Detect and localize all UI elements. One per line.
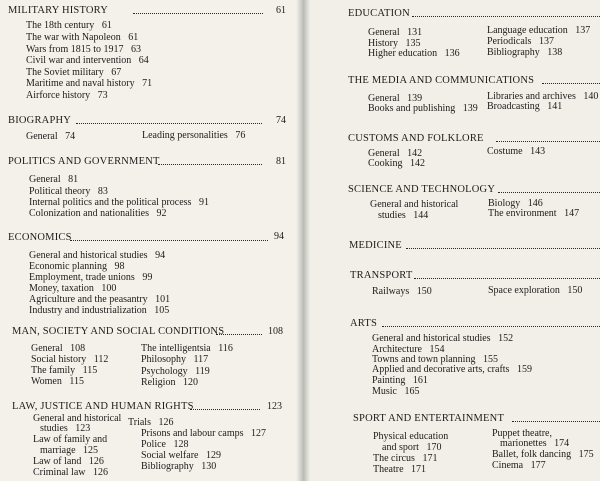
entry: Painting 161 xyxy=(372,375,428,386)
entry: Wars from 1815 to 1917 63 xyxy=(26,44,142,55)
entry: Ballet, folk dancing 175 xyxy=(492,449,594,460)
entry: Political theory 83 xyxy=(29,186,108,197)
section-heading: CUSTOMS AND FOLKLORE xyxy=(348,133,484,144)
leader-dots xyxy=(406,247,600,249)
entry: General 131 xyxy=(368,27,423,38)
section-page: 74 xyxy=(276,115,286,126)
entry: Industry and industrialization 105 xyxy=(29,305,170,316)
entry: Maritime and naval history 71 xyxy=(26,78,153,89)
leader-dots xyxy=(412,15,600,17)
entry: General 108 xyxy=(31,343,86,354)
entry: General and historical xyxy=(33,413,122,424)
section-heading: EDUCATION xyxy=(348,8,410,19)
entry: Cooking 142 xyxy=(368,158,425,169)
entry: Civil war and intervention 64 xyxy=(26,55,149,66)
section-page: 61 xyxy=(276,5,286,16)
section-heading: MAN, SOCIETY AND SOCIAL CONDITIONS xyxy=(12,326,225,337)
entry: studies 123 xyxy=(40,423,91,434)
section-heading: SCIENCE AND TECHNOLOGY xyxy=(348,184,496,195)
entry: Airforce history 73 xyxy=(26,90,108,101)
entry: Libraries and archives 140 xyxy=(487,91,599,102)
entry: Puppet theatre, xyxy=(492,428,552,439)
entry: Higher education 136 xyxy=(368,48,460,59)
entry: General 81 xyxy=(29,174,79,185)
entry: The circus 171 xyxy=(373,453,438,464)
section-page: 81 xyxy=(276,156,286,167)
entry: Religion 120 xyxy=(141,377,198,388)
entry: Books and publishing 139 xyxy=(368,103,478,114)
leader-dots xyxy=(216,333,262,335)
leader-dots xyxy=(158,163,262,165)
leader-dots xyxy=(190,408,260,410)
section-page: 108 xyxy=(268,326,283,337)
entry: Language education 137 xyxy=(487,25,591,36)
entry: General and historical xyxy=(370,199,459,210)
section-heading: POLITICS AND GOVERNMENT xyxy=(8,156,160,167)
entry: marriage 125 xyxy=(40,445,99,456)
entry: Architecture 154 xyxy=(372,344,445,355)
entry: Music 165 xyxy=(372,386,420,397)
entry: Railways 150 xyxy=(372,286,432,297)
entry: and sport 170 xyxy=(382,442,442,453)
entry: Cinema 177 xyxy=(492,460,546,471)
section-page: 123 xyxy=(267,401,282,412)
leader-dots xyxy=(414,277,600,279)
section-heading: TRANSPORT xyxy=(350,270,413,281)
section-heading: THE MEDIA AND COMMUNICATIONS xyxy=(348,75,535,86)
entry: Police 128 xyxy=(141,439,189,450)
section-heading: ECONOMICS xyxy=(8,232,72,243)
section-page: 94 xyxy=(274,231,284,242)
entry: The 18th century 61 xyxy=(26,20,112,31)
leader-dots xyxy=(542,82,600,84)
entry: Philosophy 117 xyxy=(141,354,209,365)
entry: Agriculture and the peasantry 101 xyxy=(29,294,171,305)
entry: Internal politics and the political process 91 xyxy=(29,197,209,208)
entry: Colonization and nationalities 92 xyxy=(29,208,167,219)
entry: Social history 112 xyxy=(31,354,109,365)
entry: marionettes 174 xyxy=(500,438,570,449)
leader-dots xyxy=(512,420,600,422)
entry: Bibliography 130 xyxy=(141,461,217,472)
section-heading: SPORT AND ENTERTAINMENT xyxy=(353,413,505,424)
entry: The intelligentsia 116 xyxy=(141,343,233,354)
leader-dots xyxy=(498,191,600,193)
entry: General 142 xyxy=(368,148,423,159)
leader-dots xyxy=(76,122,262,124)
entry: Costume 143 xyxy=(487,146,546,157)
entry: General and historical studies 94 xyxy=(29,250,166,261)
entry: Broadcasting 141 xyxy=(487,101,563,112)
entry: Women 115 xyxy=(31,376,84,387)
entry: Economic planning 98 xyxy=(29,261,125,272)
entry: Periodicals 137 xyxy=(487,36,554,47)
section-heading: LAW, JUSTICE AND HUMAN RIGHTS xyxy=(12,401,194,412)
entry: Biology 146 xyxy=(488,198,543,209)
leader-dots xyxy=(70,239,268,241)
leader-dots xyxy=(133,12,263,14)
entry: The environment 147 xyxy=(488,208,580,219)
book-gutter xyxy=(296,0,310,481)
entry: Criminal law 126 xyxy=(33,467,108,478)
entry: History 135 xyxy=(368,38,421,49)
entry: Money, taxation 100 xyxy=(29,283,117,294)
entry: Law of family and xyxy=(33,434,108,445)
entry: Physical education xyxy=(373,431,449,442)
section-heading: MILITARY HISTORY xyxy=(8,5,109,16)
entry: Bibliography 138 xyxy=(487,47,563,58)
entry: General and historical studies 152 xyxy=(372,333,514,344)
entry: Employment, trade unions 99 xyxy=(29,272,153,283)
entry: Theatre 171 xyxy=(373,464,427,475)
entry: General 139 xyxy=(368,93,423,104)
entry: Applied and decorative arts, crafts 159 xyxy=(372,364,532,375)
entry: Space exploration 150 xyxy=(488,285,583,296)
right-page xyxy=(302,0,600,481)
leader-dots xyxy=(496,140,600,142)
entry: Leading personalities 76 xyxy=(142,130,246,141)
section-heading: MEDICINE xyxy=(349,240,402,251)
entry: Law of land 126 xyxy=(33,456,104,467)
entry: Trials 126 xyxy=(128,417,174,428)
entry: General 74 xyxy=(26,131,76,142)
entry: Prisons and labour camps 127 xyxy=(141,428,266,439)
entry: Towns and town planning 155 xyxy=(372,354,498,365)
entry: The Soviet military 67 xyxy=(26,67,122,78)
entry: Psychology 119 xyxy=(141,366,210,377)
entry: Social welfare 129 xyxy=(141,450,221,461)
entry: studies 144 xyxy=(378,210,429,221)
entry: The war with Napoleon 61 xyxy=(26,32,139,43)
section-heading: ARTS xyxy=(350,318,378,329)
section-heading: BIOGRAPHY xyxy=(8,115,72,126)
entry: The family 115 xyxy=(31,365,98,376)
leader-dots xyxy=(382,325,600,327)
